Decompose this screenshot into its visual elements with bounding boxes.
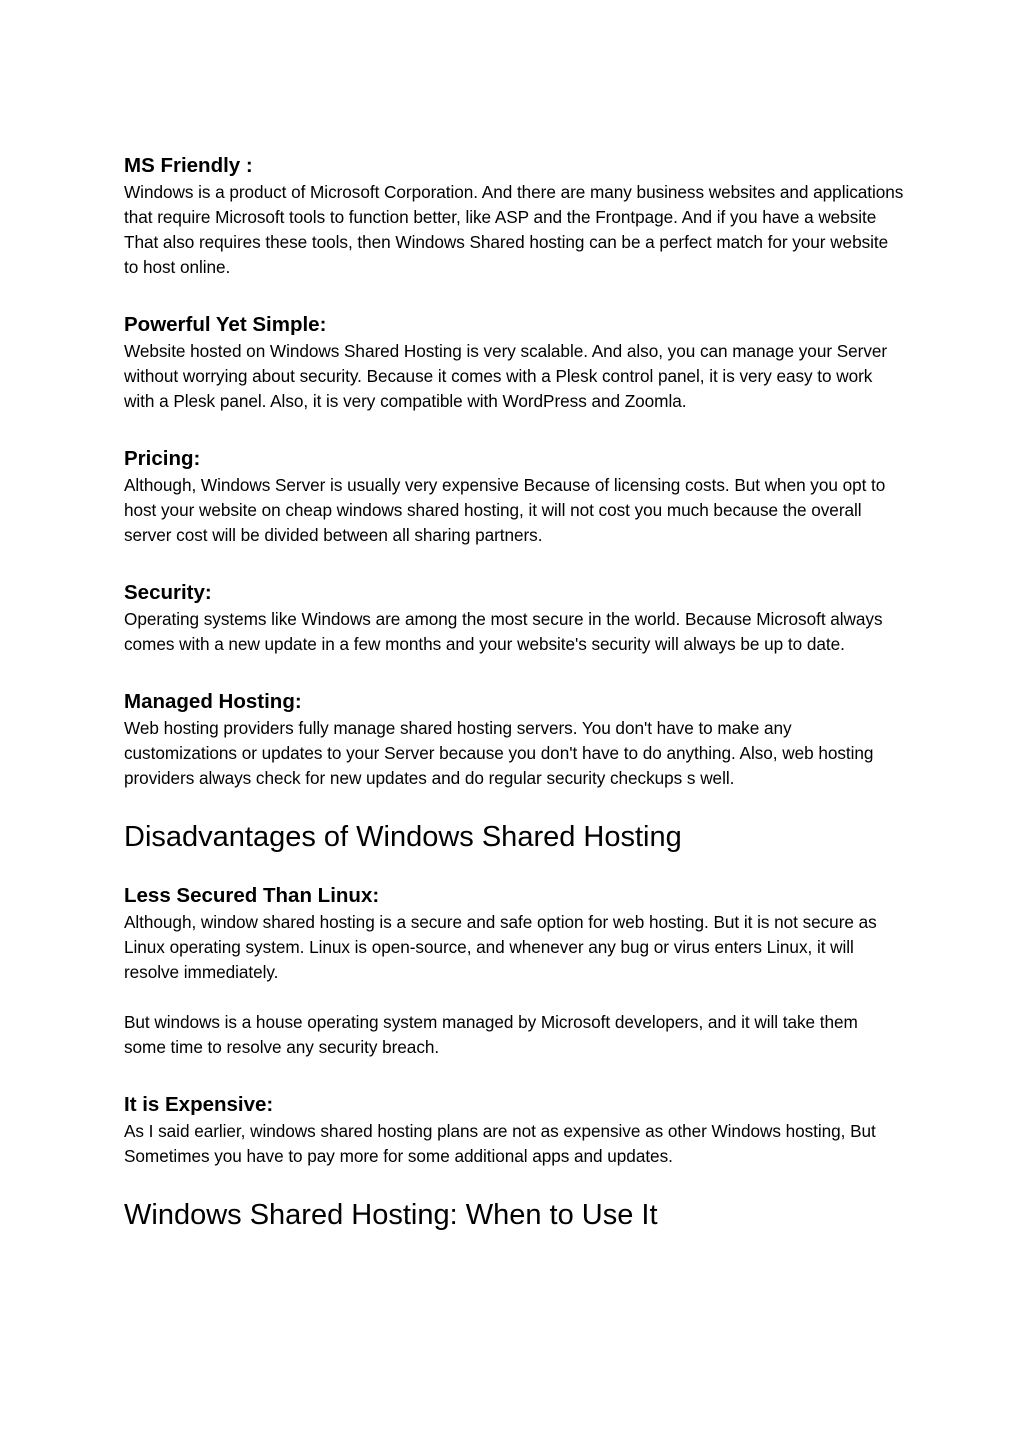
- section-title-ms-friendly: MS Friendly :: [124, 154, 253, 177]
- section-body-powerful-yet-simple: Website hosted on Windows Shared Hosting is very scalable. And also, you can manage your Server without worrying about security. Because it comes with a Plesk control panel, it is very easy to work with a Plesk panel. Also, it is very compatible with WordPress and Zoomla.: [124, 341, 888, 411]
- section-body-managed-hosting: Web hosting providers fully manage shared hosting servers. You don't have to make any customizations or updates to your Server because you don't have to do anything. Also, web hosting providers always check for new updates and do regular security checkups s well.: [124, 718, 874, 788]
- document-page: [124, 152, 904, 1233]
- section-title-pricing: Pricing:: [124, 447, 201, 470]
- section-title-managed-hosting: Managed Hosting:: [124, 690, 302, 713]
- section-body-less-secured-1: Although, window shared hosting is a secure and safe option for web hosting. But it is not secure as Linux operating system. Linux is open-source, and whenever any bug or virus enters Linux, it will resolve immediately.: [124, 912, 877, 982]
- section-title-security: Security:: [124, 581, 212, 604]
- heading-disadvantages: Disadvantages of Windows Shared Hosting: [124, 821, 682, 853]
- section-title-expensive: It is Expensive:: [124, 1093, 274, 1116]
- section-body-ms-friendly: Windows is a product of Microsoft Corporation. And there are many business websites and applications that require Microsoft tools to function better, like ASP and the Frontpage. And if you have a website That also requires these tools, then Windows Shared hosting can be a perfect match for your website to host online.: [124, 182, 904, 277]
- section-title-less-secured: Less Secured Than Linux:: [124, 884, 380, 907]
- section-title-powerful-yet-simple: Powerful Yet Simple:: [124, 313, 327, 336]
- section-body-security: Operating systems like Windows are among the most secure in the world. Because Microsoft always comes with a new update in a few months and your website's security will always be up to date.: [124, 609, 883, 654]
- section-body-pricing: Although, Windows Server is usually very expensive Because of licensing costs. But when you opt to host your website on cheap windows shared hosting, it will not cost you much because the overall server cost will be divided between all sharing partners.: [124, 475, 886, 545]
- section-body-less-secured-2: But windows is a house operating system managed by Microsoft developers, and it will take them some time to resolve any security breach.: [124, 1012, 858, 1057]
- heading-when-to-use: Windows Shared Hosting: When to Use It: [124, 1199, 658, 1231]
- section-body-expensive: As I said earlier, windows shared hosting plans are not as expensive as other Windows hosting, But Sometimes you have to pay more for some additional apps and updates.: [124, 1121, 876, 1166]
